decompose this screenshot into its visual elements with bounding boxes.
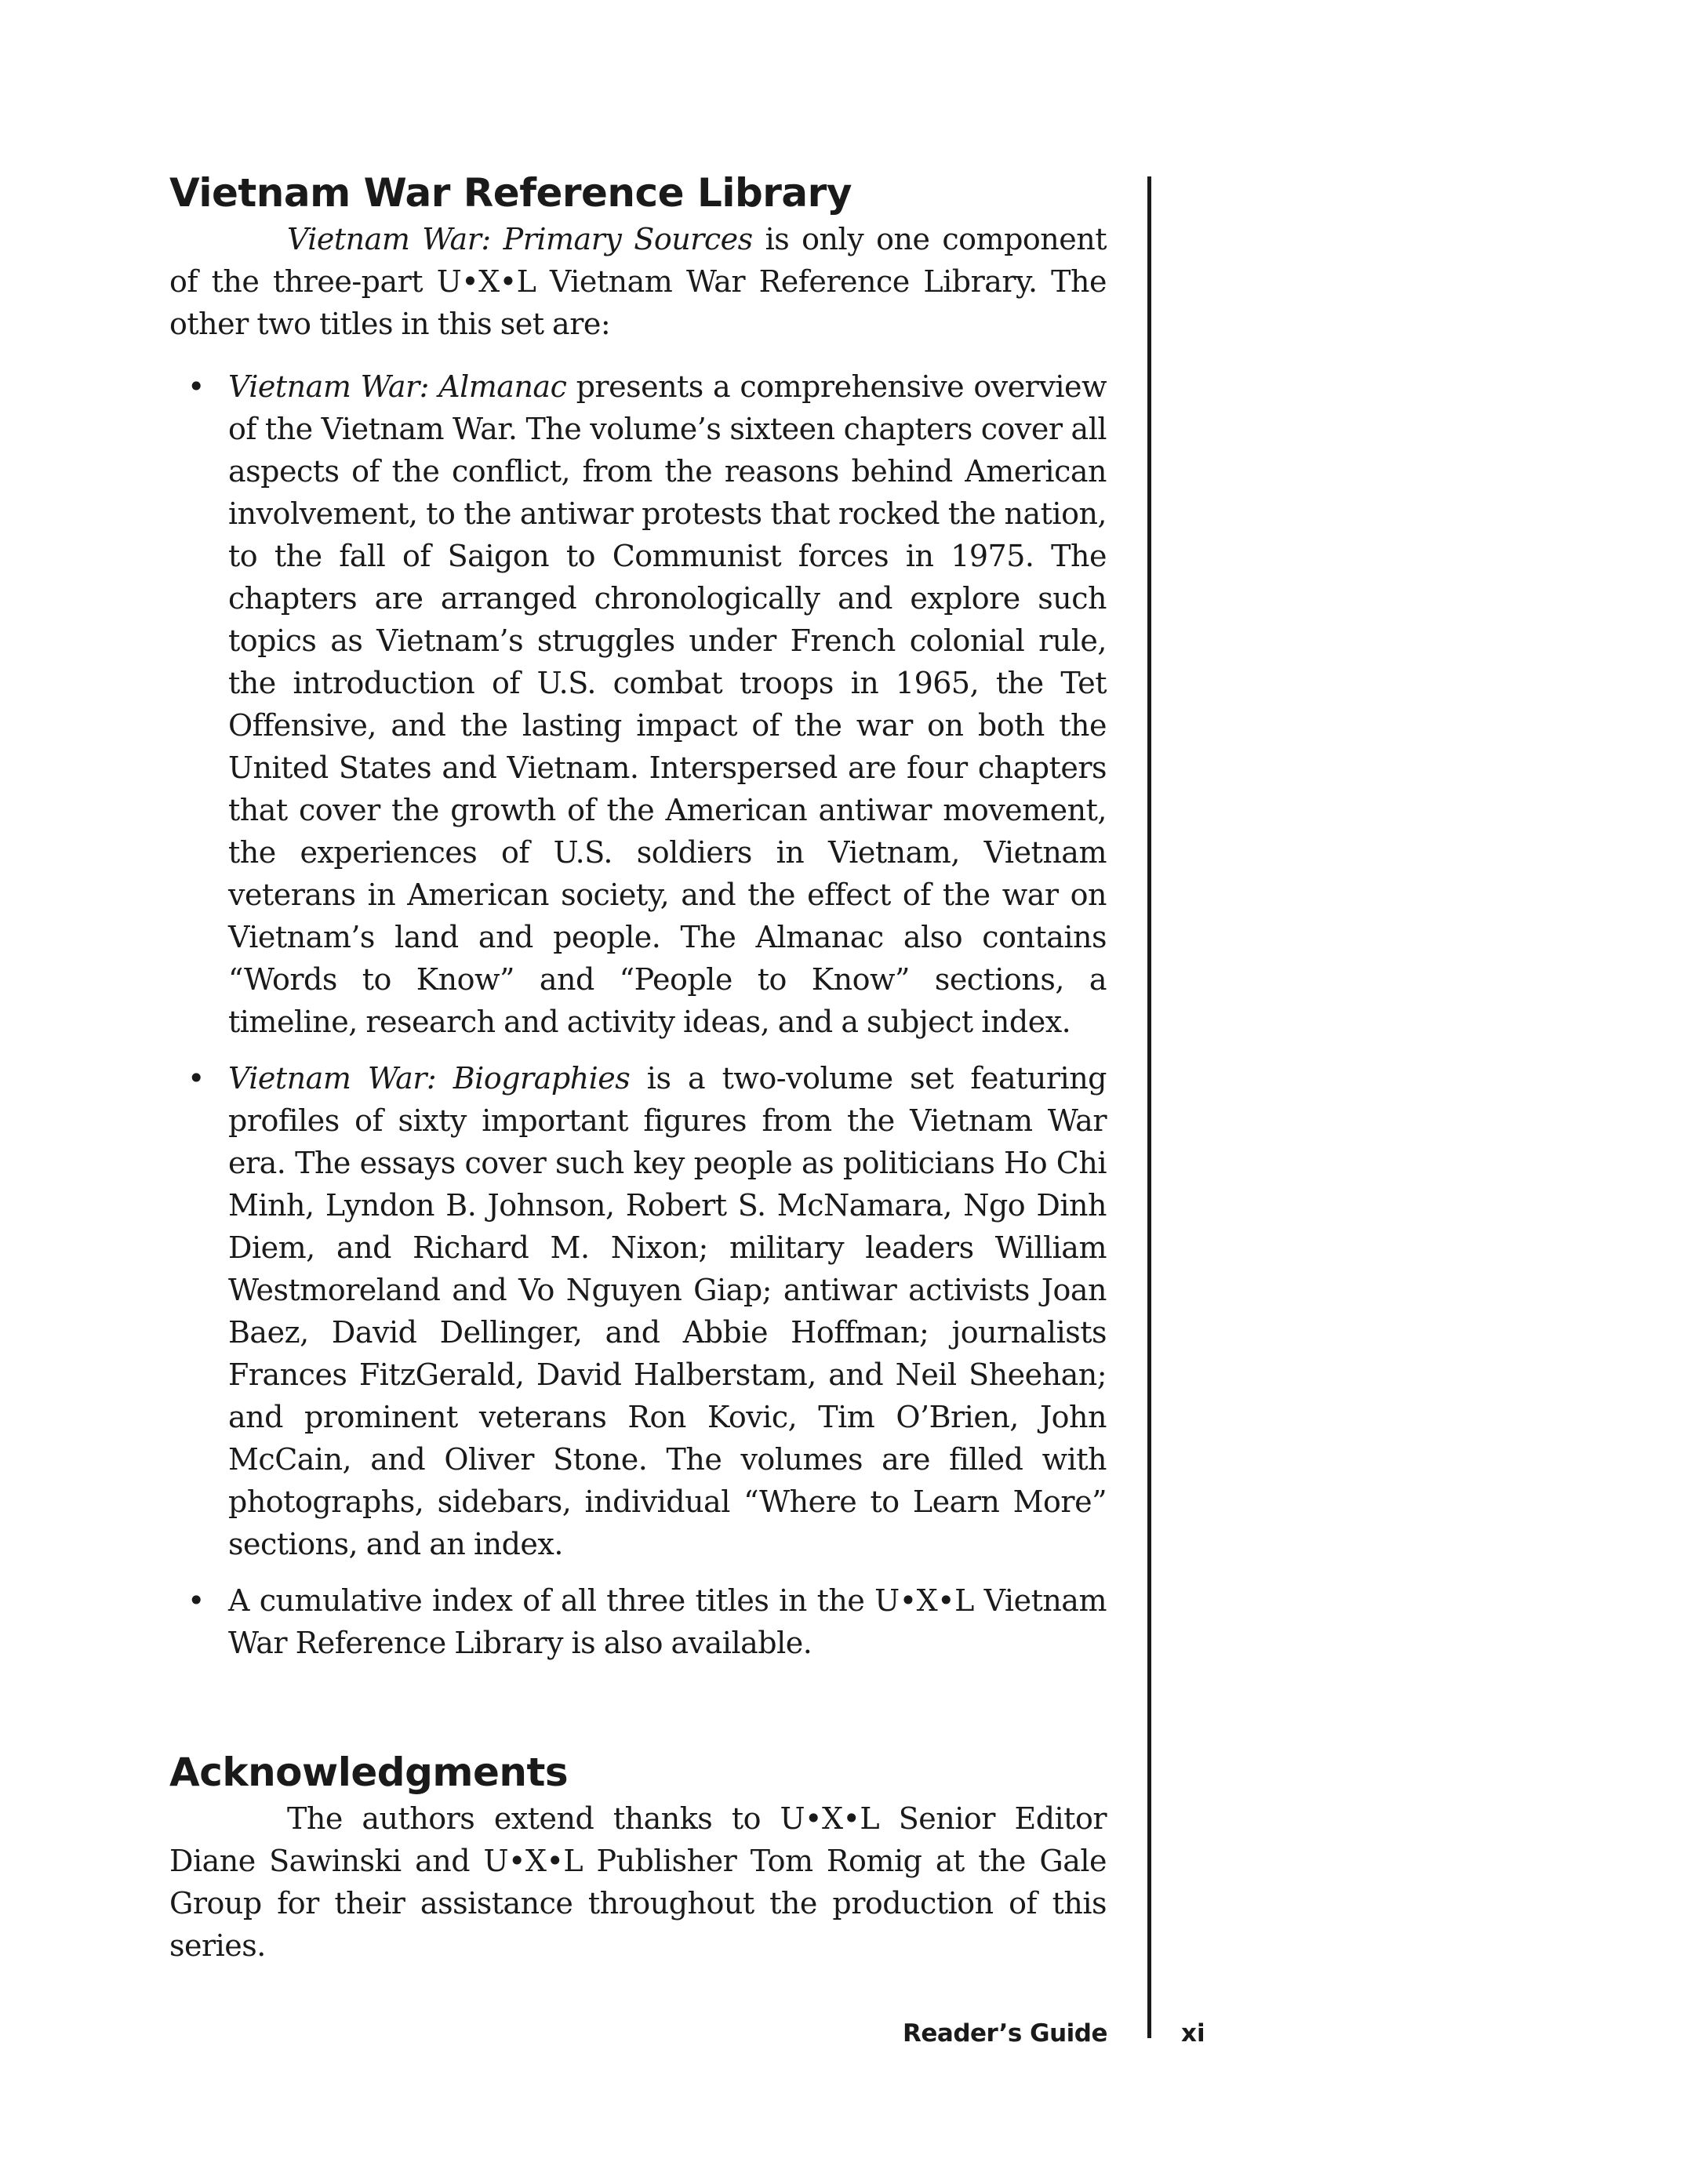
- titles-list: [169, 365, 1107, 1664]
- intro-paragraph: [169, 218, 1107, 345]
- intro-text: is only one component of the three-part U•X•L Vietnam War Reference Library. The other two titles in this set are:: [169, 222, 1107, 341]
- vertical-margin-rule: [1147, 176, 1151, 2038]
- text-column: [169, 168, 1107, 1967]
- list-item-biographies: [187, 1057, 1107, 1565]
- section-reference-library: [169, 168, 1107, 1664]
- bullet-icon: •: [187, 369, 205, 404]
- intro-book-title: Vietnam War: Primary Sources: [287, 222, 753, 256]
- acknowledgments-paragraph: The authors extend thanks to U•X•L Senior Editor Diane Sawinski and U•X•L Publisher Tom Romig at the Gale Group for their assistance throughout the production of this series.: [169, 1801, 1107, 1963]
- running-footer-label: Reader’s Guide: [903, 2019, 1107, 2048]
- biographies-title: Vietnam War: Biographies: [228, 1061, 631, 1096]
- section-heading-acknowledgments: Acknowledgments: [169, 1750, 569, 1795]
- section-acknowledgments: [169, 1747, 1107, 1967]
- section-heading-reference-library: Vietnam War Reference Library: [169, 170, 852, 216]
- page-number: xi: [1181, 2019, 1205, 2048]
- list-item-almanac: [187, 365, 1107, 1043]
- list-item-cumulative-index: [187, 1579, 1107, 1664]
- almanac-title: Vietnam War: Almanac: [228, 369, 567, 404]
- bullet-icon: •: [187, 1583, 205, 1618]
- bullet-icon: •: [187, 1061, 205, 1096]
- biographies-description: is a two-volume set featuring profiles of sixty important figures from the Vietnam War era. The essays cover such key people as politicians Ho Chi Minh, Lyndon B. Johnson, Robert S. McNamara, Ngo Dinh Diem, and Richard M. Nixon; military leaders William Westmoreland and Vo Nguyen Giap; antiwar activists Joan Baez, David Dellinger, and Abbie Hoffman; journalists Frances FitzGerald, David Halberstam, and Neil Sheehan; and prominent veterans Ron Kovic, Tim O’Brien, John McCain, and Oliver Stone. The volumes are filled with photographs, sidebars, individual “Where to Learn More” sections, and an index.: [228, 1061, 1107, 1561]
- cumulative-index-description: A cumulative index of all three titles in the U•X•L Vietnam War Reference Library is also available.: [228, 1583, 1107, 1660]
- almanac-description: presents a comprehensive overview of the Vietnam War. The volume’s sixteen chapters cover all aspects of the conflict, from the reasons behind American involvement, to the antiwar protests that rocked the nation, to the fall of Saigon to Communist forces in 1975. The chapters are arranged chronologically and explore such topics as Vietnam’s struggles under French colonial rule, the introduction of U.S. combat troops in 1965, the Tet Offensive, and the lasting impact of the war on both the United States and Vietnam. Interspersed are four chapters that cover the growth of the American antiwar movement, the experiences of U.S. soldiers in Vietnam, Vietnam veterans in American society, and the effect of the war on Vietnam’s land and people. The Almanac also contains “Words to Know” and “People to Know” sections, a timeline, research and activity ideas, and a subject index.: [228, 369, 1107, 1039]
